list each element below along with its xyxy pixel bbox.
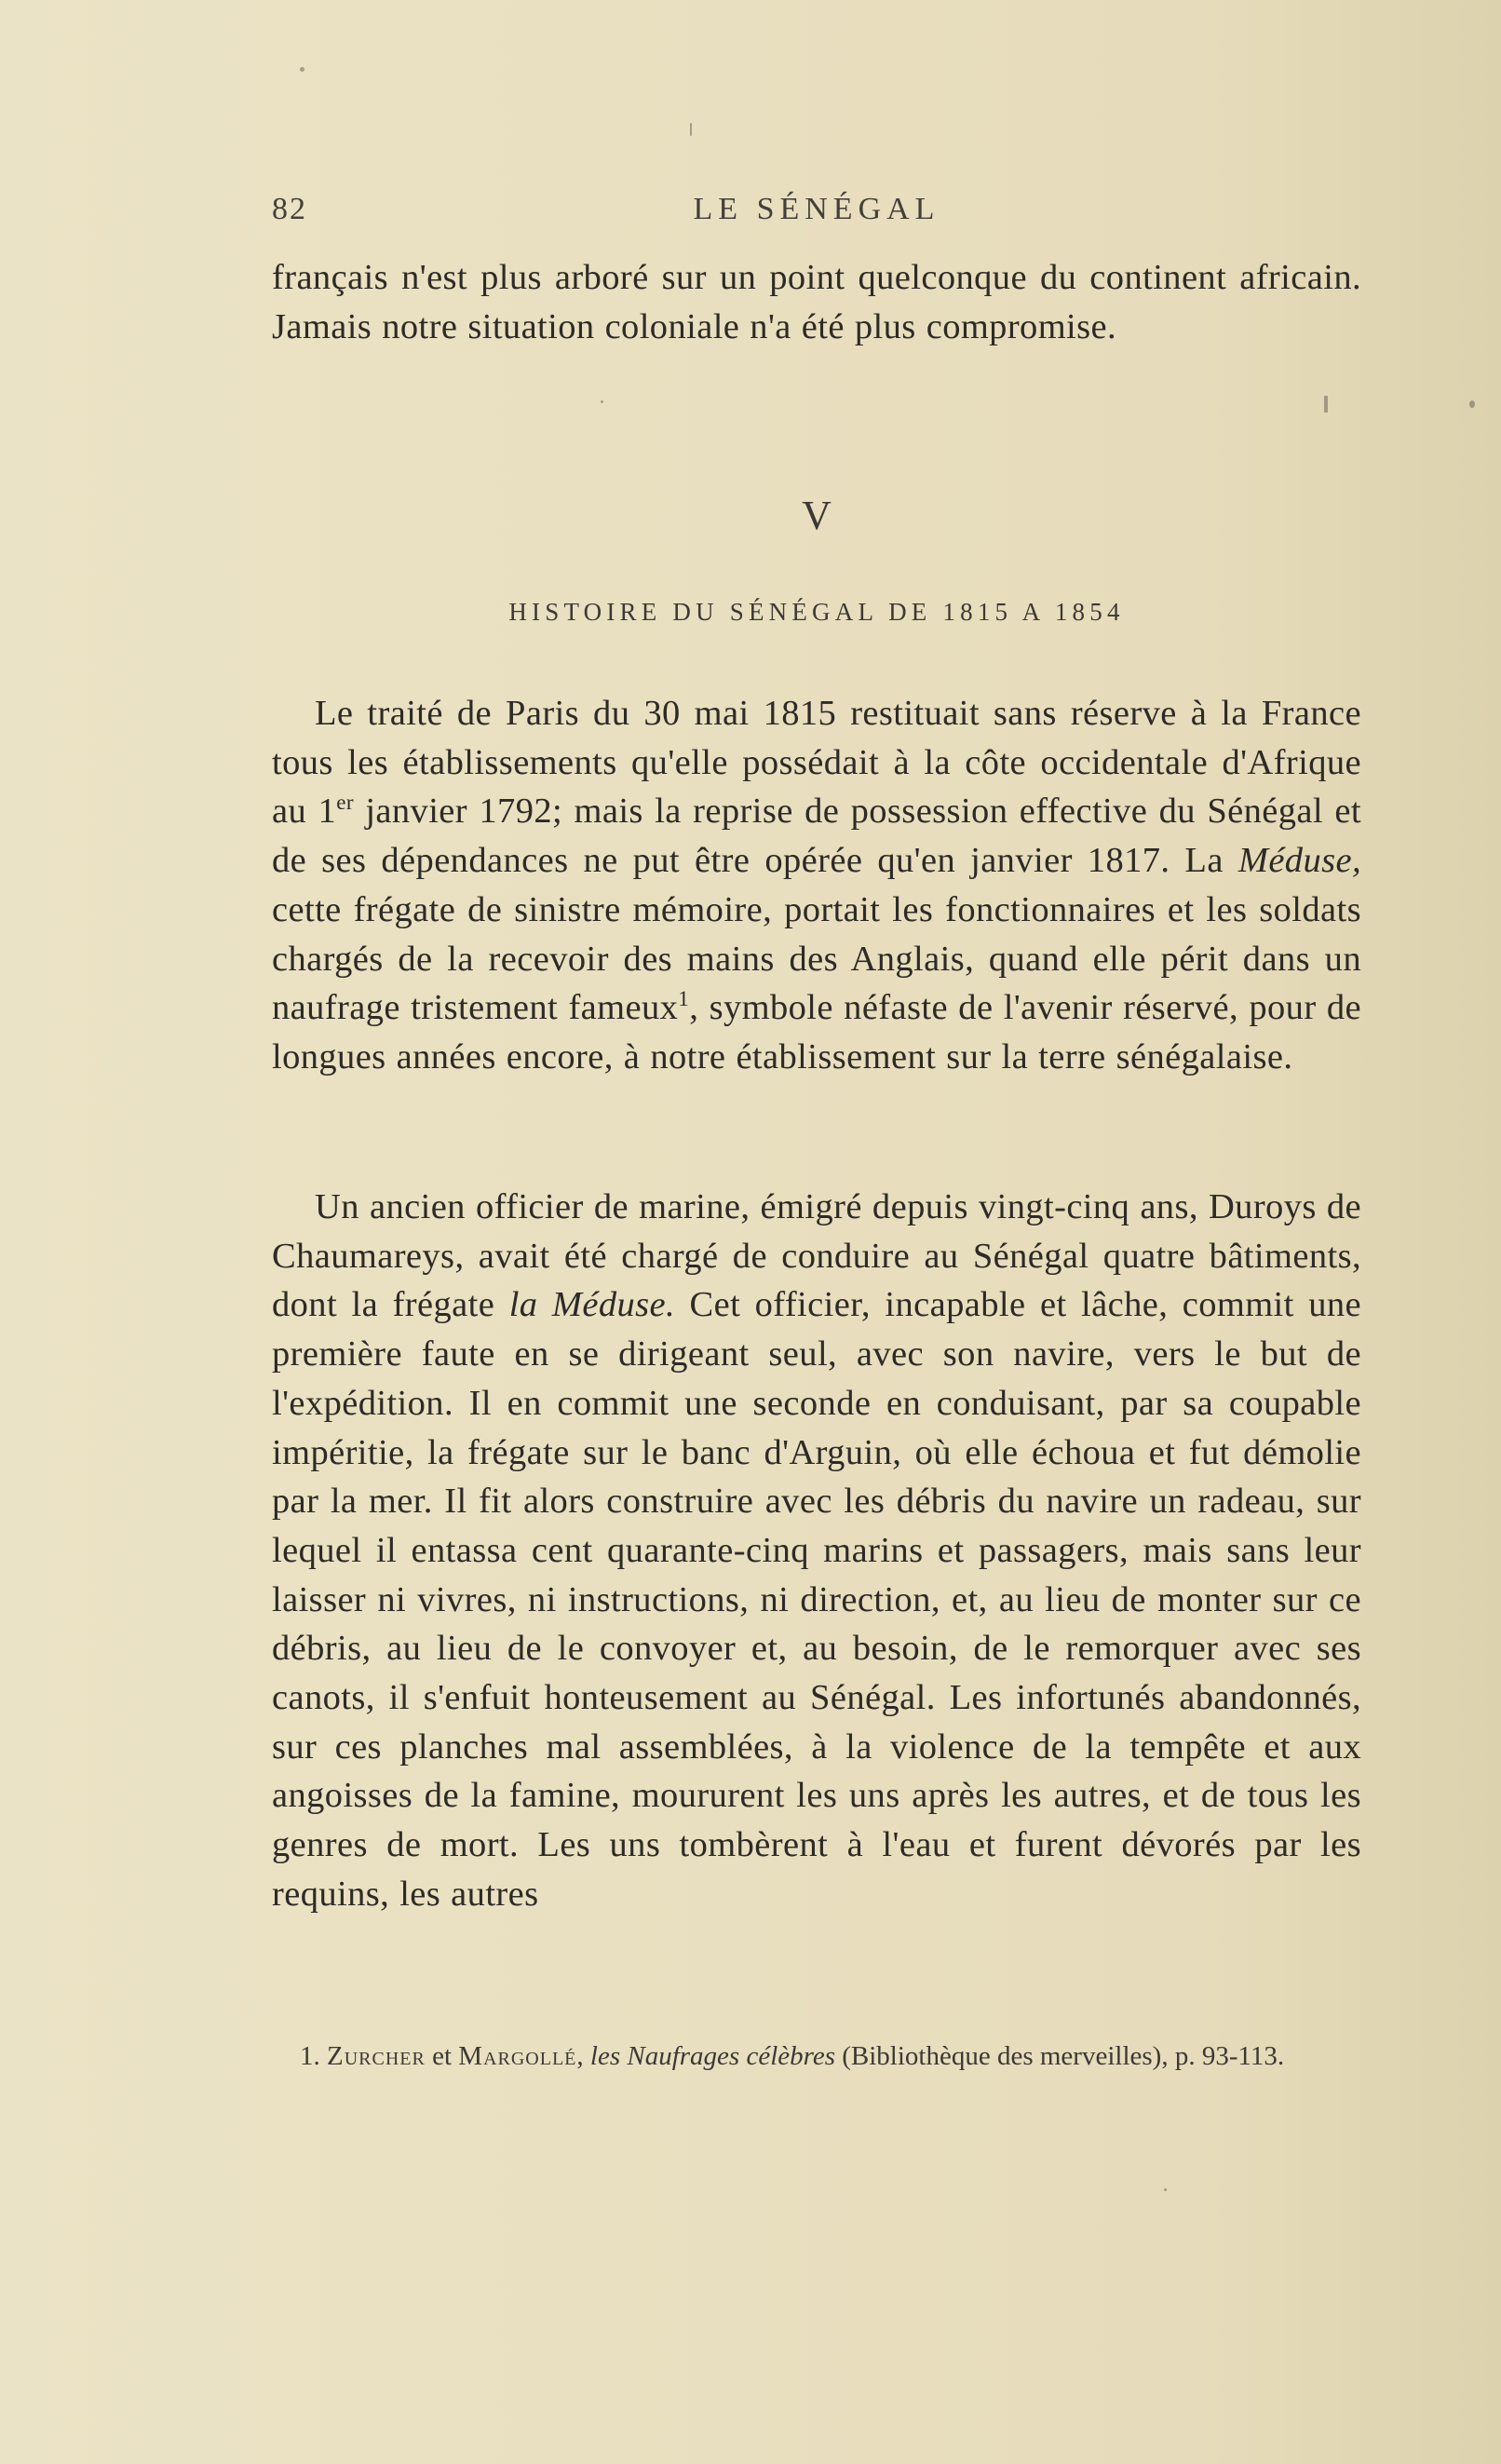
footnote-reference: 1: [678, 986, 690, 1011]
paragraph-1-text-a: Le traité de Paris du 30 mai 1815 restituait sans réserve à la France tous les établissements qu'elle possédait à la côte occidentale d'Afrique au 1: [272, 694, 1361, 832]
paragraph-1-text-d: , symbole néfaste de l'avenir réservé, pour de longues années encore, à notre établissement sur la terre sénégalaise.: [272, 988, 1361, 1076]
section-number: V: [802, 493, 832, 538]
continuation-paragraph: [272, 253, 1361, 351]
page-number: 82: [272, 192, 307, 226]
footnote-author-1: Zurcher: [327, 2041, 426, 2071]
ordinal-superscript: er: [336, 790, 354, 815]
paragraph-1-text-c: cette frégate de sinistre mémoire, portait les fonctionnaires et les soldats chargés de la recevoir des mains des Anglais, quand elle périt dans un naufrage tristement fameux: [272, 889, 1361, 1028]
footnote: [272, 2039, 1361, 2073]
paper-speck: [690, 123, 692, 136]
paragraph-2: [272, 1183, 1361, 1919]
paper-speck: [1324, 396, 1328, 413]
footnote-author-2: Margollé: [458, 2041, 577, 2071]
footnote-conjunction: et: [425, 2041, 459, 2071]
paper-speck: [601, 400, 603, 403]
paper-speck: [300, 67, 304, 72]
running-head: [272, 192, 1361, 233]
book-page: [272, 0, 1361, 2464]
running-title: LE SÉNÉGAL: [693, 192, 940, 226]
footnote-rest: (Bibliothèque des merveilles), p. 93-113.: [835, 2041, 1285, 2071]
paragraph-1: [272, 689, 1361, 1082]
continuation-text: français n'est plus arboré sur un point quelconque du continent africain. Jamais notre situation coloniale n'a été plus compromise.: [272, 258, 1361, 346]
footnote-book-title: les Naufrages célèbres: [589, 2041, 835, 2071]
ship-name-italic-2: la Méduse.: [508, 1285, 676, 1325]
paper-speck: [1469, 400, 1475, 408]
footnote-marker: 1.: [300, 2041, 327, 2071]
paragraph-2-text-b: Cet officier, incapable et lâche, commit une première faute en se dirigeant seul, avec son navire, vers le but de l'expédition. Il en commit une seconde en conduisant, par sa coupable impéritie, la frégate sur le banc d'Arguin, où elle échoua et fut démolie par la mer. Il fit alors construire avec les débris du navire un radeau, sur lequel il entassa cent quarante-cinq marins et passagers, mais sans leur laisser ni vivres, ni instructions, ni direction, et, au lieu de monter sur ce débris, au lieu de le convoyer et, au besoin, de le remorquer avec ses canots, il s'enfuit honteusement au Sénégal. Les infortunés abandonnés, sur ces planches mal assemblées, à la violence de la tempête et aux angoisses de la famine, moururent les uns après les autres, et de tous les genres de mort. Les uns tombèrent à l'eau et furent dévorés par les requins, les autres: [272, 1285, 1361, 1914]
paper-speck: [1164, 2188, 1167, 2191]
ship-name-italic: Méduse,: [1237, 841, 1361, 881]
footnote-separator: ,: [576, 2041, 590, 2071]
section-title: HISTOIRE DU SÉNÉGAL DE 1815 A 1854: [508, 598, 1125, 626]
paragraph-2-text-a: Un ancien officier de marine, émigré depuis vingt-cinq ans, Duroys de Chaumareys, avait été chargé de conduire au Sénégal quatre bâtiments, dont la frégate: [272, 1187, 1361, 1325]
paragraph-1-text-b: janvier 1792; mais la reprise de possession effective du Sénégal et de ses dépendances ne put être opérée qu'en janvier 1817. La: [272, 792, 1361, 881]
